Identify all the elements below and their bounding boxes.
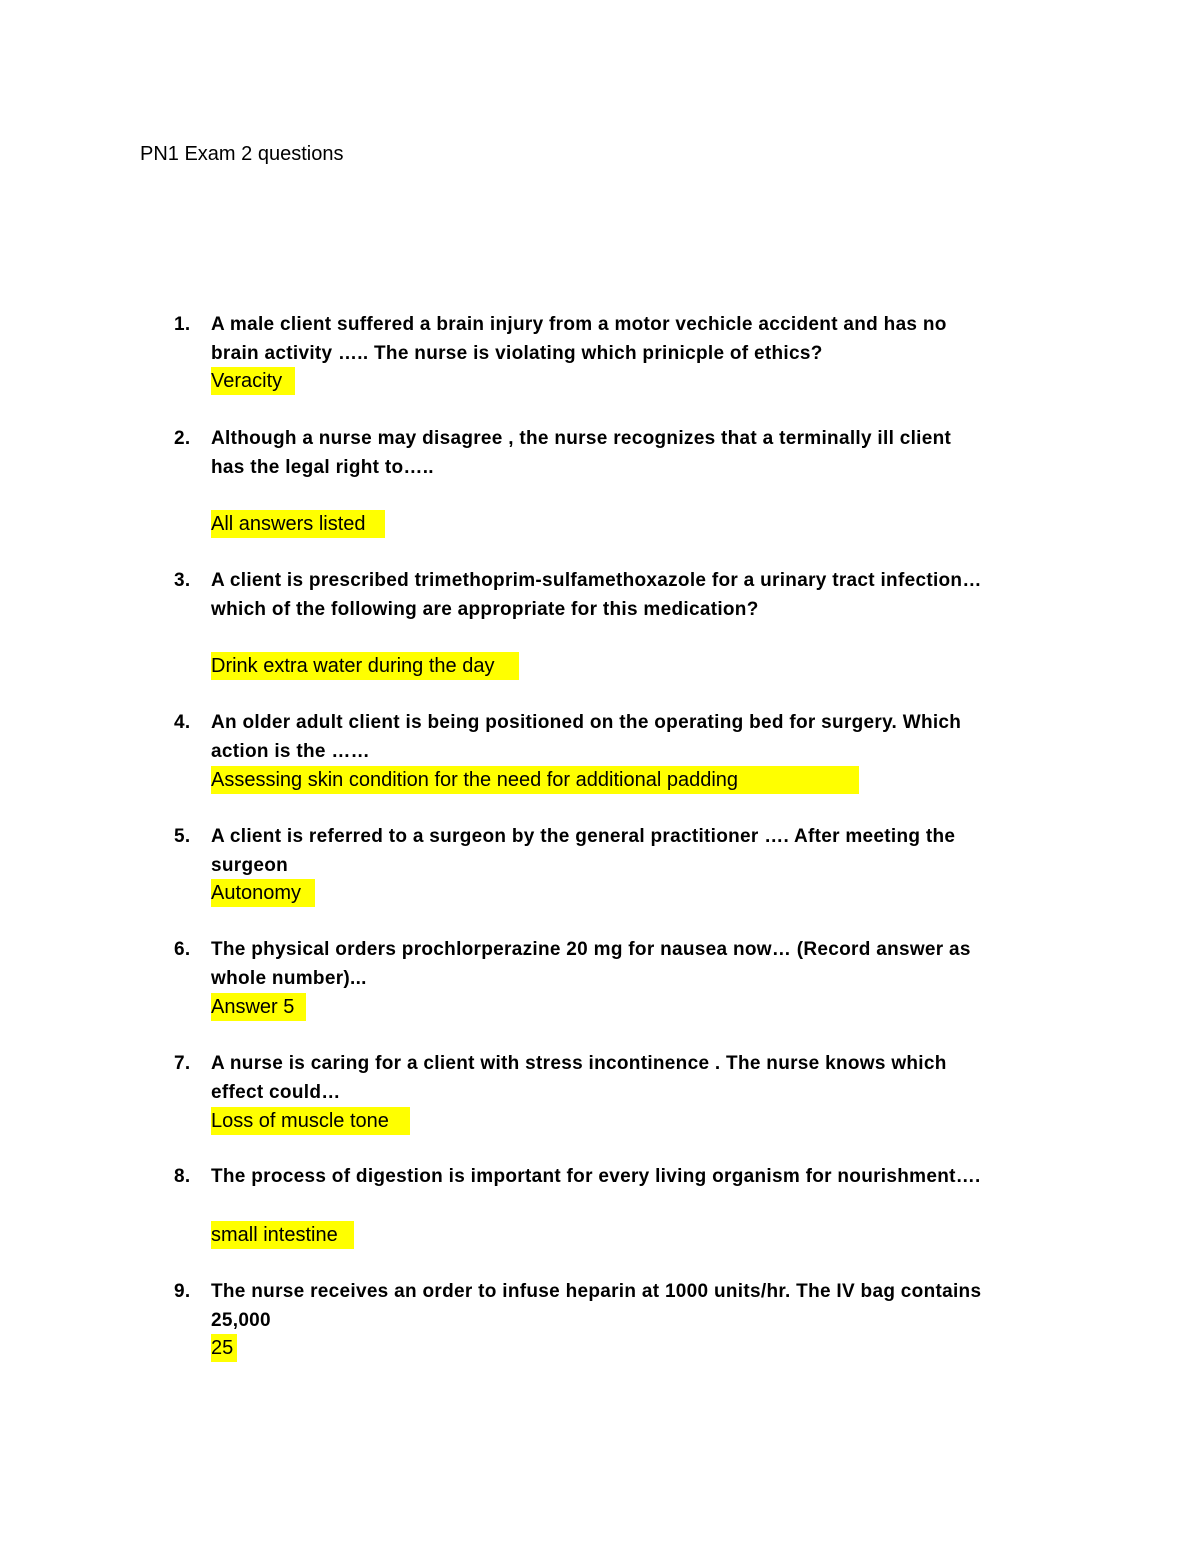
question-number: 3. [174,570,191,591]
question-number: 1. [174,314,191,335]
question-number: 5. [174,826,191,847]
question-line: has the legal right to….. [211,456,434,478]
answer-highlight: Loss of muscle tone [211,1107,410,1135]
question-text [211,311,1071,368]
question-line: The physical orders prochlorperazine 20 mg for nausea now… (Record answer as [211,939,971,960]
answer-highlight: Answer 5 [211,993,306,1021]
question-line: 25,000 [211,1309,271,1331]
question-line: An older adult client is being positioned on the operating bed for surgery. Which [211,712,962,733]
question-number: 8. [174,1166,191,1187]
question-line: brain activity ….. The nurse is violating which prinicple of ethics? [211,342,823,364]
question-number: 7. [174,1053,191,1074]
question-line: A nurse is caring for a client with stress incontinence . The nurse knows which [211,1053,947,1074]
question-text [211,1163,1071,1192]
answer-highlight: 25 [211,1334,237,1362]
question-text [211,1278,1071,1335]
question-line: A client is referred to a surgeon by the general practitioner …. After meeting the [211,826,956,847]
question-text [211,709,1071,766]
question-number: 9. [174,1281,191,1302]
answer-highlight: Assessing skin condition for the need for additional padding [211,766,859,794]
answer-highlight: Veracity [211,367,295,395]
question-text [211,936,1071,993]
answer-highlight: All answers listed [211,510,385,538]
question-line: whole number)... [211,967,367,989]
question-text [211,1050,1071,1107]
answer-highlight: Autonomy [211,879,315,907]
question-line: which of the following are appropriate for this medication? [211,598,759,620]
question-line: The process of digestion is important for every living organism for nourishment…. [211,1166,981,1187]
question-line: Although a nurse may disagree , the nurse recognizes that a terminally ill client [211,428,952,449]
question-text [211,425,1071,482]
question-line: effect could… [211,1081,341,1103]
answer-highlight: Drink extra water during the day [211,652,519,680]
question-line: A client is prescribed trimethoprim-sulfamethoxazole for a urinary tract infection… [211,570,982,591]
question-line: The nurse receives an order to infuse heparin at 1000 units/hr. The IV bag contains [211,1281,982,1302]
question-number: 6. [174,939,191,960]
question-line: A male client suffered a brain injury from a motor vechicle accident and has no [211,314,947,335]
question-text [211,567,1071,624]
question-number: 4. [174,712,191,733]
question-number: 2. [174,428,191,449]
question-line: action is the …… [211,740,370,762]
document-title: PN1 Exam 2 questions [140,143,344,165]
question-line: surgeon [211,854,289,876]
answer-highlight: small intestine [211,1221,354,1249]
question-text [211,823,1071,880]
